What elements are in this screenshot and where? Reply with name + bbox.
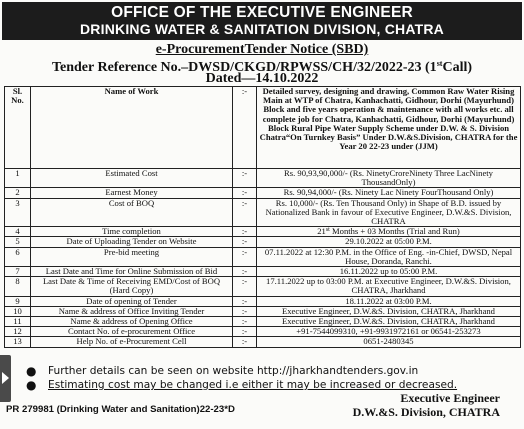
row-sl-no: 12 [5,327,31,337]
row-label: Last Date & Time of Receiving EMD/Cost of BOQ (Hard Copy) [31,277,233,296]
bullet-icon: ● [26,378,37,392]
signature-office: D.W.&S. Division, CHATRA [352,405,500,419]
row-separator: :- [233,247,257,266]
tender-reference-sup: st [436,59,443,68]
header-separator: :- [233,87,257,169]
table-row [5,227,521,237]
note-item [26,364,506,378]
notes-list [26,364,506,392]
row-sl-no: 2 [5,188,31,198]
row-label: Last Date and Time for Online Submission of Bid [31,267,233,277]
row-value-main: 21 [317,226,326,237]
table-row [5,169,521,188]
row-value: 16.11.2022 up to 05:00 P.M. [257,267,521,277]
table-row [5,327,521,337]
row-label: Estimated Cost [31,169,233,188]
row-sl-no: 13 [5,337,31,347]
row-label: Name & address of Office Inviting Tender [31,306,233,316]
chevron-right-icon [2,372,9,384]
row-value: Rs. 10,000/- (Rs. Ten Thousand Only) in Shape of B.D. issued by Nationalized Bank in favour of Executive Engineer, D.W.&S. Division, CHATRA [257,198,521,227]
table-row [5,277,521,296]
row-value: Rs. 90,93,90,000/- (Rs. NinetyCroreNinety Three LacNinety ThousandOnly) [257,169,521,188]
row-value: 29.10.2022 at 05:00 P.M. [257,237,521,247]
pr-number: PR 279981 (Drinking Water and Sanitation)22-23*D [6,404,235,415]
office-banner [2,2,522,40]
row-label: Date of opening of Tender [31,296,233,306]
row-value: 18.11.2022 at 03:00 P.M. [257,296,521,306]
table-row [5,237,521,247]
table-row [5,198,521,227]
row-sl-no: 6 [5,247,31,266]
signature-block [353,391,500,419]
table-row [5,267,521,277]
tender-reference-suffix: Call) [442,60,473,75]
table-row [5,188,521,198]
row-value: Executive Engineer, D.W.&S. Division, CHATRA, Jharkhand [257,306,521,316]
row-separator: :- [233,327,257,337]
header-name-of-work: Name of Work [31,87,233,169]
notice-title: e-ProcurementTender Notice (SBD) [155,42,369,57]
banner-office-title: OFFICE OF THE EXECUTIVE ENGINEER [111,4,413,21]
side-expand-tab[interactable] [0,355,11,402]
table-row [5,247,521,266]
table-row [5,317,521,327]
note-text-website: Further details can be seen on website http://jharkhandtenders.gov.in [48,365,419,377]
row-value: Rs. 90,94,000/- (Rs. Ninety Lac Ninety FourThousand Only) [257,188,521,198]
header-sl-no: Sl. No. [5,87,31,169]
note-item [26,378,506,392]
table-row [5,296,521,306]
row-sl-no: 10 [5,306,31,316]
row-value [257,227,521,237]
row-label: Pre-bid meeting [31,247,233,266]
bullet-icon: ● [26,364,37,378]
row-separator: :- [233,267,257,277]
row-separator: :- [233,169,257,188]
row-label: Cost of BOQ [31,198,233,227]
row-value-rest: Months + 03 Months (Trial and Run) [329,226,460,237]
row-label: Contact No. of e-procurement Office [31,327,233,337]
row-sl-no: 4 [5,227,31,237]
row-sl-no: 5 [5,237,31,247]
row-sl-no: 8 [5,277,31,296]
row-sl-no: 11 [5,317,31,327]
row-label: Time completion [31,227,233,237]
table-header-row [5,87,521,169]
row-sl-no: 3 [5,198,31,227]
row-value-sup: st [325,227,330,234]
row-sl-no: 7 [5,267,31,277]
row-separator: :- [233,277,257,296]
row-separator: :- [233,317,257,327]
row-label: Earnest Money [31,188,233,198]
row-value: Executive Engineer, D.W.&S. Division, CHATRA, Jharkhand [257,317,521,327]
banner-division-title: DRINKING WATER & SANITATION DIVISION, CHATRA [80,21,444,37]
row-label: Name & address of Opening Office [31,317,233,327]
row-sl-no: 1 [5,169,31,188]
name-of-work-text: Detailed survey, designing and drawing, Common Raw Water Rising Main at WTP of Chatra, Kanhachatti, Gidhour, Dorhi (Mayurhund) Block and five years operation & maintenance with all works etc. all complete job for Chatra, Kanhachatti, Gidhour, Dorhi (Mayurhund) Block Rural Pipe Water Supply Scheme under D.W. & S. Division Chatra“On Turnkey Basis” Under D.W.&S.Division, CHATRA for the Year 20 22-23 under (JJM) [257,87,521,169]
row-separator: :- [233,296,257,306]
row-separator: :- [233,188,257,198]
row-separator: :- [233,337,257,347]
table-row [5,306,521,316]
row-label: Date of Uploading Tender on Website [31,237,233,247]
row-sl-no: 9 [5,296,31,306]
row-value: 0651-2480345 [257,337,521,347]
tender-details-table [4,86,521,348]
row-separator: :- [233,227,257,237]
row-separator: :- [233,306,257,316]
signature-title: Executive Engineer [400,391,500,405]
table-row [5,337,521,347]
row-separator: :- [233,198,257,227]
row-separator: :- [233,237,257,247]
row-label: Help No. of e-Procurement Cell [31,337,233,347]
note-text-estimate: Estimating cost may be changed i.e either it may be increased or decreased. [48,379,458,391]
row-value: +91-7544099310, +91-9931972161 or 06541-253273 [257,327,521,337]
row-value: 07.11.2022 at 12:30 P.M. in the Office of Eng. -in-Chief, DWSD, Nepal House, Doranda, Ranchi. [257,247,521,266]
row-value: 17.11.2022 up to 03:00 P.M. at Executive Engineer, D.W.&S. Division, CHATRA, Jharkhand [257,277,521,296]
tender-reference-prefix: Tender Reference No.–DWSD/CKGD/RPWSS/CH/32/2022-23 (1 [51,60,437,75]
tender-date: Dated—14.10.2022 [205,71,319,86]
